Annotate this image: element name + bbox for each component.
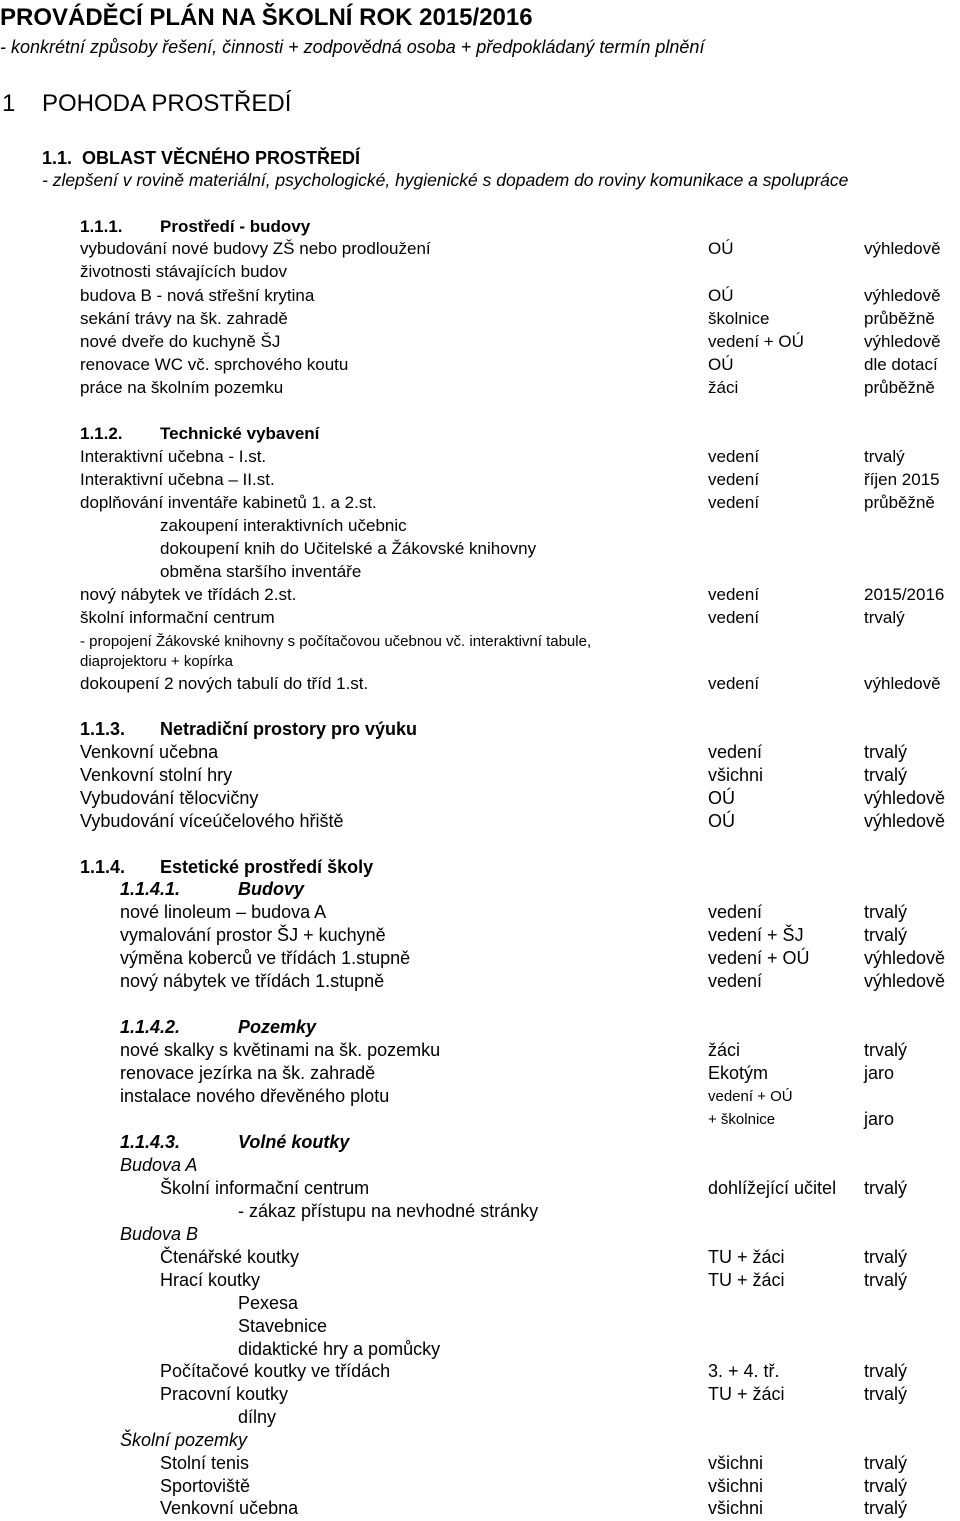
task-text: budova B - nová střešní krytina — [80, 286, 315, 305]
note-line: - zákaz přístupu na nevhodné stránky — [238, 1201, 539, 1221]
task-text: Školní informační centrum — [160, 1178, 370, 1198]
deadline: trvalý — [864, 1040, 908, 1060]
task-text: renovace jezírka na šk. zahradě — [120, 1063, 376, 1083]
deadline: trvalý — [864, 1453, 908, 1473]
responsible: všichni — [708, 1476, 764, 1496]
responsible: TU + žáci — [708, 1384, 785, 1404]
task-text: Vybudování tělocvičny — [80, 788, 259, 808]
page-title: PROVÁDĚCÍ PLÁN NA ŠKOLNÍ ROK 2015/2016 — [0, 4, 533, 31]
responsible: všichni — [708, 1498, 764, 1518]
section-title: Technické vybavení — [160, 424, 320, 443]
deadline: průběžně — [864, 309, 935, 328]
deadline: jaro — [864, 1109, 895, 1129]
responsible: vedení — [708, 585, 760, 604]
building-label: Budova A — [120, 1155, 198, 1175]
deadline: trvalý — [864, 902, 908, 922]
responsible: všichni — [708, 765, 764, 785]
responsible: žáci — [708, 1040, 741, 1060]
deadline: trvalý — [864, 765, 908, 785]
area-title: OBLAST VĚCNÉHO PROSTŘEDÍ — [82, 148, 361, 168]
deadline: průběžně — [864, 378, 935, 397]
deadline: jaro — [864, 1063, 895, 1083]
deadline: výhledově — [864, 286, 941, 305]
area-number: 1.1. — [42, 148, 73, 168]
task-text: Hrací koutky — [160, 1270, 261, 1290]
responsible: OÚ — [708, 239, 734, 258]
deadline: výhledově — [864, 788, 946, 808]
page-subtitle: - konkrétní způsoby řešení, činnosti + zodpovědná osoba + předpokládaný termín plnění — [0, 37, 705, 57]
chapter-title: POHODA PROSTŘEDÍ — [42, 90, 292, 117]
task-text: vybudování nové budovy ZŠ nebo prodloužení — [80, 239, 431, 258]
task-text: instalace nového dřevěného plotu — [120, 1086, 390, 1106]
responsible: TU + žáci — [708, 1270, 785, 1290]
responsible: OÚ — [708, 355, 734, 374]
task-text: Stolní tenis — [160, 1453, 250, 1473]
task-text: renovace WC vč. sprchového koutu — [80, 355, 349, 374]
task-text: Vybudování víceúčelového hřiště — [80, 811, 344, 831]
task-text: nové linoleum – budova A — [120, 902, 327, 922]
task-text: nové skalky s květinami na šk. pozemku — [120, 1040, 441, 1060]
task-text: Venkovní stolní hry — [80, 765, 233, 785]
responsible: všichni — [708, 1453, 764, 1473]
responsible: TU + žáci — [708, 1247, 785, 1267]
deadline: trvalý — [864, 608, 905, 627]
responsible: 3. + 4. tř. — [708, 1361, 780, 1381]
responsible: vedení + OÚ — [708, 948, 810, 968]
section-number: 1.1.1. — [80, 217, 123, 236]
deadline: trvalý — [864, 1476, 908, 1496]
task-text: sekání trávy na šk. zahradě — [80, 309, 288, 328]
task-text: dokoupení 2 nových tabulí do tříd 1.st. — [80, 674, 369, 693]
task-text: Čtenářské koutky — [160, 1247, 300, 1267]
list-item: dílny — [238, 1407, 277, 1427]
task-text: výměna koberců ve třídách 1.stupně — [120, 948, 411, 968]
responsible: OÚ — [708, 811, 735, 831]
deadline: výhledově — [864, 332, 941, 351]
deadline: trvalý — [864, 1384, 908, 1404]
subsection-title: Volné koutky — [238, 1132, 350, 1152]
task-text: Interaktivní učebna - I.st. — [80, 447, 267, 466]
list-item: Stavebnice — [238, 1316, 328, 1336]
building-label: Budova B — [120, 1224, 199, 1244]
list-item: zakoupení interaktivních učebnic — [160, 516, 407, 535]
deadline: trvalý — [864, 1270, 908, 1290]
chapter-number: 1 — [2, 90, 16, 117]
list-item: didaktické hry a pomůcky — [238, 1339, 441, 1359]
deadline: trvalý — [864, 742, 908, 762]
section-number: 1.1.4. — [80, 857, 126, 877]
task-text: Interaktivní učebna – II.st. — [80, 470, 275, 489]
deadline: trvalý — [864, 1361, 908, 1381]
section-number: 1.1.3. — [80, 719, 126, 739]
subsection-number: 1.1.4.2. — [120, 1017, 181, 1037]
section-title: Estetické prostředí školy — [160, 857, 374, 877]
task-text: Sportoviště — [160, 1476, 251, 1496]
task-text: Pracovní koutky — [160, 1384, 289, 1404]
deadline: trvalý — [864, 447, 905, 466]
building-label: Školní pozemky — [120, 1430, 248, 1450]
task-text: nový nábytek ve třídách 1.stupně — [120, 971, 385, 991]
deadline: výhledově — [864, 811, 946, 831]
responsible: vedení — [708, 470, 760, 489]
deadline: výhledově — [864, 674, 941, 693]
responsible: vedení — [708, 742, 763, 762]
deadline: trvalý — [864, 1498, 908, 1518]
task-text: vymalování prostor ŠJ + kuchyně — [120, 925, 386, 945]
responsible: + školnice — [708, 1111, 776, 1128]
task-text: Počítačové koutky ve třídách — [160, 1361, 391, 1381]
section-title: Prostředí - budovy — [160, 217, 311, 236]
list-item: obměna staršího inventáře — [160, 562, 362, 581]
responsible: vedení + ŠJ — [708, 925, 804, 945]
section-number: 1.1.2. — [80, 424, 123, 443]
task-text: Venkovní učebna — [160, 1498, 299, 1518]
subsection-title: Budovy — [238, 879, 305, 899]
deadline: výhledově — [864, 239, 941, 258]
task-text: nový nábytek ve třídách 2.st. — [80, 585, 297, 604]
note-line: - propojení Žákovské knihovny s počítačovou učebnou vč. interaktivní tabule, — [80, 633, 592, 650]
responsible: vedení — [708, 493, 760, 512]
area-description: - zlepšení v rovině materiální, psychologické, hygienické s dopadem do roviny komunikace a spolupráce — [42, 170, 849, 190]
task-text: práce na školním pozemku — [80, 378, 284, 397]
deadline: trvalý — [864, 1247, 908, 1267]
deadline: výhledově — [864, 948, 946, 968]
section-title: Netradiční prostory pro výuku — [160, 719, 418, 739]
note-line: diaprojektoru + kopírka — [80, 653, 234, 670]
list-item: Pexesa — [238, 1293, 299, 1313]
responsible: Ekotým — [708, 1063, 769, 1083]
deadline: průběžně — [864, 493, 935, 512]
task-text: Venkovní učebna — [80, 742, 219, 762]
deadline: trvalý — [864, 1178, 908, 1198]
subsection-title: Pozemky — [238, 1017, 317, 1037]
responsible: vedení — [708, 674, 760, 693]
responsible: OÚ — [708, 286, 734, 305]
responsible: vedení — [708, 902, 763, 922]
responsible: vedení — [708, 608, 760, 627]
deadline: 2015/2016 — [864, 585, 945, 604]
task-text: nové dveře do kuchyně ŠJ — [80, 332, 281, 351]
subsection-number: 1.1.4.3. — [120, 1132, 181, 1152]
responsible: školnice — [708, 309, 770, 328]
responsible: dohlížející učitel — [708, 1178, 837, 1198]
deadline: trvalý — [864, 925, 908, 945]
responsible: vedení — [708, 971, 763, 991]
subsection-number: 1.1.4.1. — [120, 879, 181, 899]
responsible: vedení + OÚ — [708, 332, 804, 351]
deadline: výhledově — [864, 971, 946, 991]
responsible: vedení — [708, 447, 760, 466]
task-text: životnosti stávajících budov — [80, 262, 287, 281]
list-item: dokoupení knih do Učitelské a Žákovské knihovny — [160, 539, 537, 558]
task-text: doplňování inventáře kabinetů 1. a 2.st. — [80, 493, 377, 512]
responsible: vedení + OÚ — [708, 1088, 793, 1105]
deadline: dle dotací — [864, 355, 938, 374]
responsible: OÚ — [708, 788, 735, 808]
deadline: říjen 2015 — [864, 470, 940, 489]
responsible: žáci — [708, 378, 739, 397]
task-text: školní informační centrum — [80, 608, 275, 627]
